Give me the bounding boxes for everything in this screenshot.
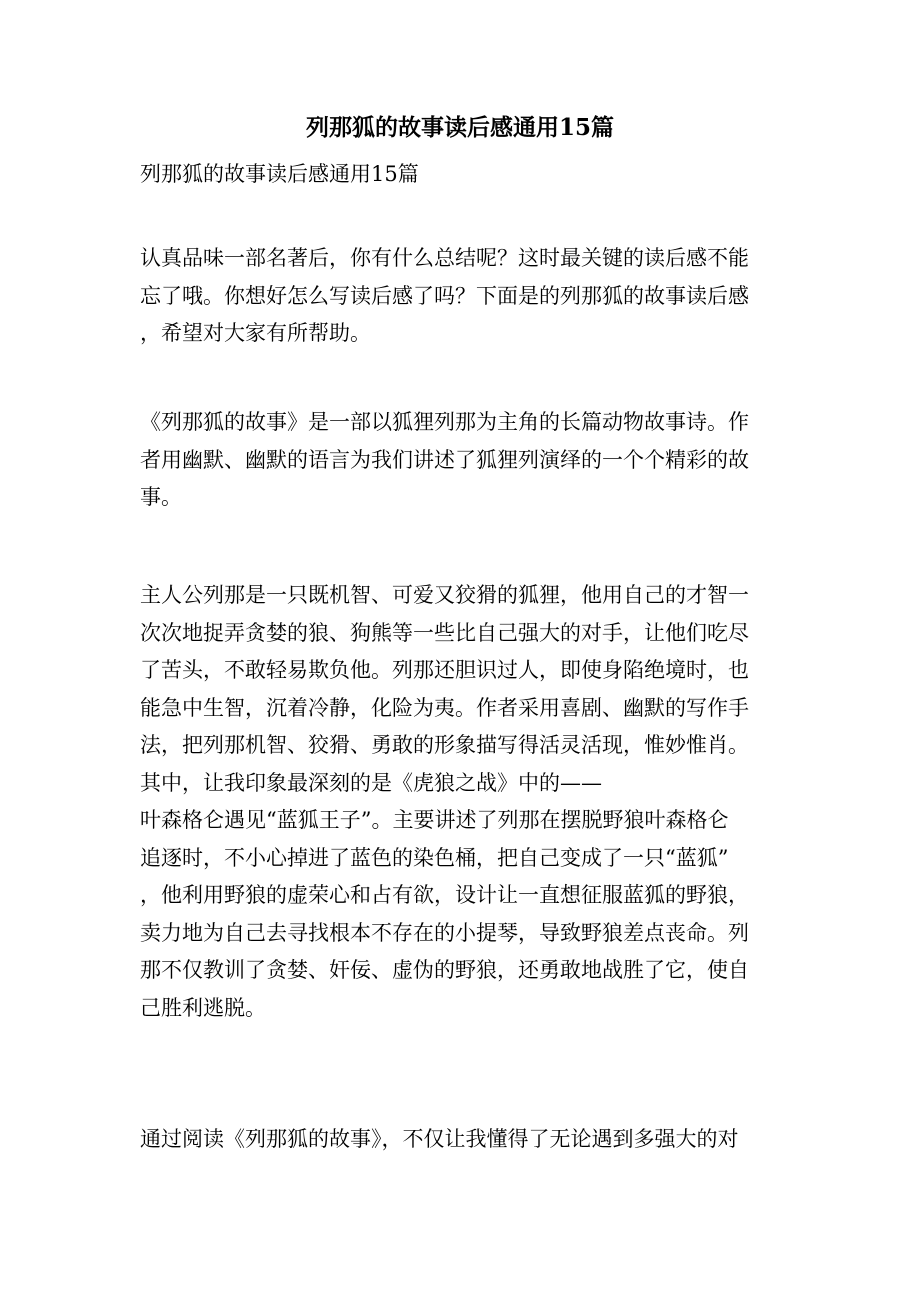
paragraph-reflection	[140, 1121, 780, 1159]
paragraph-line: 其中，让我印象最深刻的是《虎狼之战》中的——	[140, 770, 602, 795]
paragraph-line: 卖力地为自己去寻找根本不存在的小提琴，导致野狼差点丧命。列	[140, 920, 749, 945]
paragraph-line: 认真品味一部名著后，你有什么总结呢？这时最关键的读后感不能	[140, 246, 749, 270]
document-title: 列那狐的故事读后感通用15篇	[305, 114, 614, 141]
document-subtitle: 列那狐的故事读后感通用15篇	[140, 162, 419, 186]
paragraph-line: ，希望对大家有所帮助。	[140, 321, 371, 345]
paragraph-book-summary	[140, 404, 780, 517]
paragraph-line: 主人公列那是一只既机智、可爱又狡猾的狐狸，他用自己的才智一	[140, 583, 749, 607]
paragraph-line: 《列那狐的故事》是一部以狐狸列那为主角的长篇动物故事诗。作	[140, 410, 749, 434]
paragraph-line: 己胜利逃脱。	[140, 995, 266, 1020]
paragraph-line: 了苦头，不敢轻易欺负他。列那还胆识过人，即使身陷绝境时，也	[140, 658, 749, 682]
paragraph-line: ，他利用野狼的虚荣心和占有欲，设计让一直想征服蓝狐的野狼，	[140, 883, 749, 907]
paragraph-protagonist	[140, 577, 780, 1027]
paragraph-line: 叶森格仑遇见“蓝狐王子”。主要讲述了列那在摆脱野狼叶森格仑	[140, 808, 729, 832]
paragraph-line: 事。	[140, 485, 182, 509]
paragraph-line: 法，把列那机智、狡猾、勇敢的形象描写得活灵活现，惟妙惟肖。	[140, 733, 749, 757]
paragraph-line: 者用幽默、幽默的语言为我们讲述了狐狸列演绎的一个个精彩的故	[140, 447, 749, 472]
paragraph-line: 能急中生智，沉着冷静，化险为夷。作者采用喜剧、幽默的写作手	[140, 695, 749, 720]
paragraph-intro	[140, 240, 780, 353]
paragraph-line: 那不仅教训了贪婪、奸佞、虚伪的野狼，还勇敢地战胜了它，使自	[140, 958, 749, 982]
paragraph-line: 次次地捉弄贪婪的狼、狗熊等一些比自己强大的对手，让他们吃尽	[140, 620, 749, 645]
paragraph-line: 通过阅读《列那狐的故事》，不仅让我懂得了无论遇到多强大的对	[140, 1127, 739, 1151]
paragraph-line: 忘了哦。你想好怎么写读后感了吗？下面是的列那狐的故事读后感	[140, 283, 749, 308]
paragraph-line: 追逐时，不小心掉进了蓝色的染色桶，把自己变成了一只“蓝狐”	[140, 845, 729, 870]
